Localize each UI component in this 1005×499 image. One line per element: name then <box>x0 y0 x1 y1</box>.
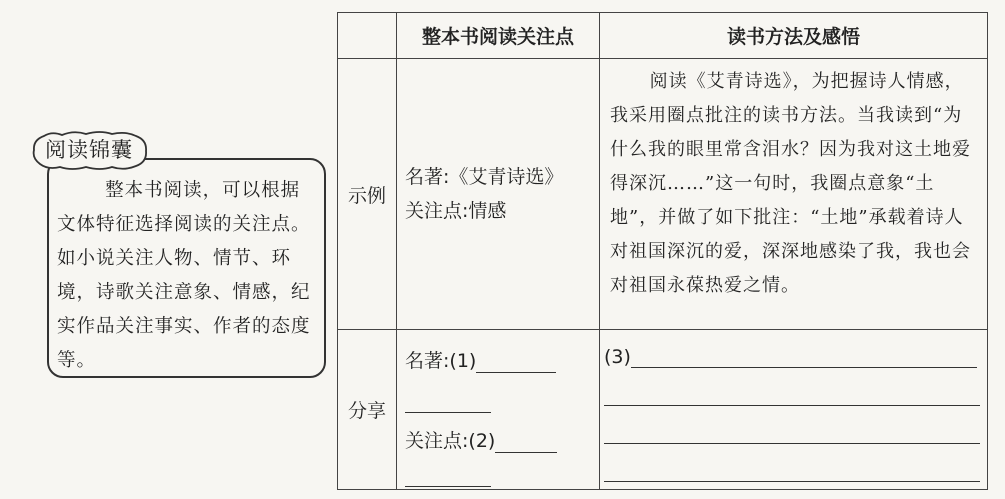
share-focus-prefix: 关注点:(2) <box>405 429 496 452</box>
share-answer-prefix: (3) <box>604 346 631 368</box>
share-method-cell <box>600 330 988 490</box>
share-row <box>338 330 988 490</box>
example-focus-cell <box>397 59 600 330</box>
example-method-cell <box>600 59 988 330</box>
example-method-text: 阅读《艾青诗选》，为把握诗人情感，我采用圈点批注的读书方法。当我读到“为什么我的眼里常含泪水？因为我对这土地爱得深沉……”这一句时，我圈点意象“土地”，并做了如下批注：“土地”承载着诗人对祖国深沉的爱，深深地感染了我，我也会对祖国永葆热爱之情。 <box>610 71 971 296</box>
share-answer-line-2 <box>604 368 981 406</box>
example-focus: 关注点:情感 <box>405 200 507 222</box>
reading-table <box>337 12 988 490</box>
share-answer-line-1 <box>604 340 981 368</box>
header-focus: 整本书阅读关注点 <box>397 13 600 59</box>
share-answer-line-3 <box>604 406 981 444</box>
share-label: 分享 <box>338 330 397 490</box>
tip-tag <box>30 130 150 172</box>
answer-blank-1b[interactable] <box>405 388 491 413</box>
example-book: 名著:《艾青诗选》 <box>405 166 564 188</box>
header-empty <box>338 13 397 59</box>
tip-text: 整本书阅读，可以根据文体特征选择阅读的关注点。如小说关注人物、情节、环境，诗歌关注意象、情感，纪实作品关注事实、作者的态度等。 <box>57 180 311 371</box>
answer-blank-2a[interactable] <box>495 428 557 453</box>
tip-tag-label: 阅读锦囊 <box>45 138 133 162</box>
share-focus-line <box>405 413 599 453</box>
share-book-prefix: 名著:(1) <box>405 349 477 372</box>
share-book-line <box>405 333 599 373</box>
tip-box <box>47 158 326 378</box>
share-answer-line-4 <box>604 444 981 482</box>
share-book-line-2 <box>405 373 599 413</box>
answer-blank-1a[interactable] <box>476 348 556 373</box>
table-header-row <box>338 13 988 59</box>
example-label: 示例 <box>338 59 397 330</box>
answer-blank-3b[interactable] <box>604 381 980 406</box>
answer-blank-3c[interactable] <box>604 419 980 444</box>
share-focus-line-2 <box>405 453 599 487</box>
share-focus-cell <box>397 330 600 490</box>
answer-blank-2b[interactable] <box>405 462 491 487</box>
example-row <box>338 59 988 330</box>
answer-blank-3a[interactable] <box>631 343 977 368</box>
answer-blank-3d[interactable] <box>604 457 980 482</box>
header-method: 读书方法及感悟 <box>600 13 988 59</box>
